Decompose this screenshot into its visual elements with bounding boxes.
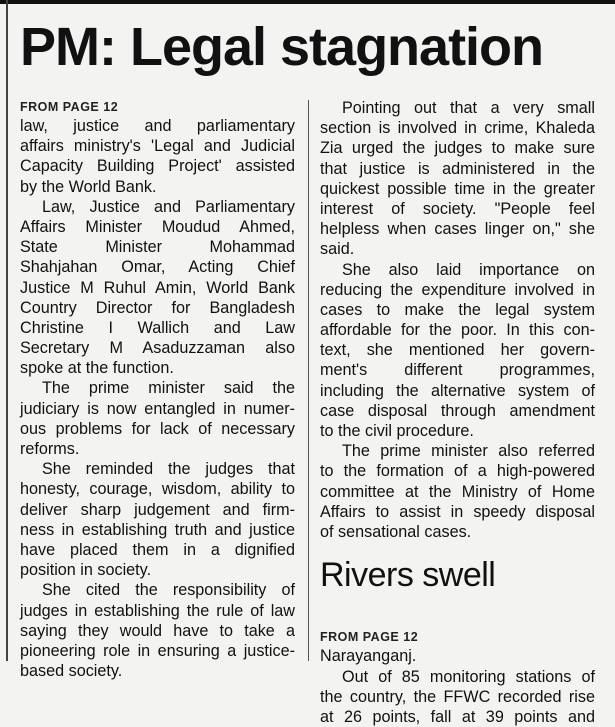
text-line: Out of 85 monitoring stations of — [342, 667, 595, 686]
text-line: law, justice and parliamentary — [20, 117, 295, 135]
text-line: affordable for the poor. In this con- — [320, 321, 595, 340]
text-line: Country Director for Bangladesh — [20, 298, 295, 317]
text-line: State Minister Mohammad — [20, 238, 295, 257]
left-column-body — [20, 116, 295, 681]
text-line: to the formation of a high-powered — [320, 462, 595, 481]
text-line: saying they would have to take a — [20, 621, 295, 640]
text-line: judges in establishing the rule of law — [20, 601, 295, 620]
top-rule — [0, 0, 615, 4]
text-line: affairs ministry's 'Legal and Judicial — [20, 137, 295, 156]
text-line: Law, Justice and Parliamentary — [42, 197, 295, 216]
text-line: by the World Bank. — [20, 177, 157, 196]
right-column — [320, 98, 595, 727]
kicker-from-page: FROM PAGE 12 — [20, 100, 119, 114]
text-line: at 26 points, fall at 39 points and — [320, 707, 595, 726]
text-line: She reminded the judges that — [42, 460, 295, 479]
text-line: section is involved in crime, Khaleda — [320, 119, 595, 138]
text-line: helpless when cases linger on," she — [320, 220, 595, 239]
text-line: Shahjahan Omar, Acting Chief — [20, 258, 295, 277]
text-line: Pointing out that a very small — [342, 99, 595, 117]
text-line: position in society. — [20, 561, 152, 580]
text-line: The prime minister also referred — [342, 442, 595, 461]
text-line: The prime minister said the — [42, 379, 295, 398]
column-divider — [308, 100, 309, 661]
headline: PM: Legal stagnation — [20, 17, 544, 77]
text-line: to the civil procedure. — [320, 422, 474, 440]
text-line: Secretary M Asaduzzaman also — [20, 339, 295, 358]
text-line: text, she mentioned her govern- — [320, 341, 595, 360]
second-story-kicker: FROM PAGE 12 — [320, 630, 419, 645]
text-line: ous problems for lack of necessary — [20, 419, 295, 438]
text-line: have placed them in a dignified — [20, 540, 295, 559]
text-line: deliver sharp judgement and firm- — [20, 500, 295, 519]
text-line: reducing the expenditure involved in — [320, 280, 595, 299]
text-line: case disposal through amendment — [320, 401, 595, 420]
text-line: Justice M Ruhul Amin, World Bank — [20, 278, 295, 297]
left-margin-rule — [6, 0, 8, 661]
text-line: based society. — [20, 662, 123, 681]
left-column — [20, 98, 295, 681]
text-line: that justice is administered in the — [320, 159, 595, 178]
text-line: reforms. — [20, 440, 80, 458]
text-line: Narayanganj. — [320, 647, 417, 666]
text-line: Zia urged the judges to make sure — [320, 139, 595, 158]
text-line: Capacity Building Project' assisted — [20, 157, 295, 176]
text-line: honesty, courage, wisdom, ability to — [20, 480, 295, 499]
text-line: Christine I Wallich and Law — [20, 318, 295, 337]
text-line: quickest possible time in the greater — [320, 179, 595, 198]
text-line: committee at the Ministry of Home — [320, 482, 595, 501]
text-line: interest of society. "People feel — [320, 199, 595, 218]
text-line: spoke at the function. — [20, 359, 174, 378]
text-line: said. — [320, 240, 355, 259]
text-line: Affairs Minister Moudud Ahmed, — [20, 217, 295, 236]
text-line: Affairs to assist in speedy disposal — [320, 502, 595, 521]
second-story-headline: Rivers swell — [320, 556, 496, 595]
text-line: including the alternative system of — [320, 381, 595, 400]
text-line: ness in establishing truth and justice — [20, 520, 295, 539]
text-line: the country, the FFWC recorded rise — [320, 687, 595, 706]
second-story-body — [320, 646, 595, 727]
right-column-body — [320, 98, 595, 542]
text-line: She cited the responsibility of — [42, 581, 295, 600]
text-line: cases to make the legal system — [320, 300, 595, 319]
text-line: judiciary is now entangled in numer- — [20, 399, 295, 418]
text-line: ment's different programmes, — [320, 361, 595, 380]
text-line: pioneering role in ensuring a justice- — [20, 641, 295, 660]
text-line: of sensational cases. — [320, 522, 472, 541]
text-line: She also laid importance on — [342, 260, 595, 279]
